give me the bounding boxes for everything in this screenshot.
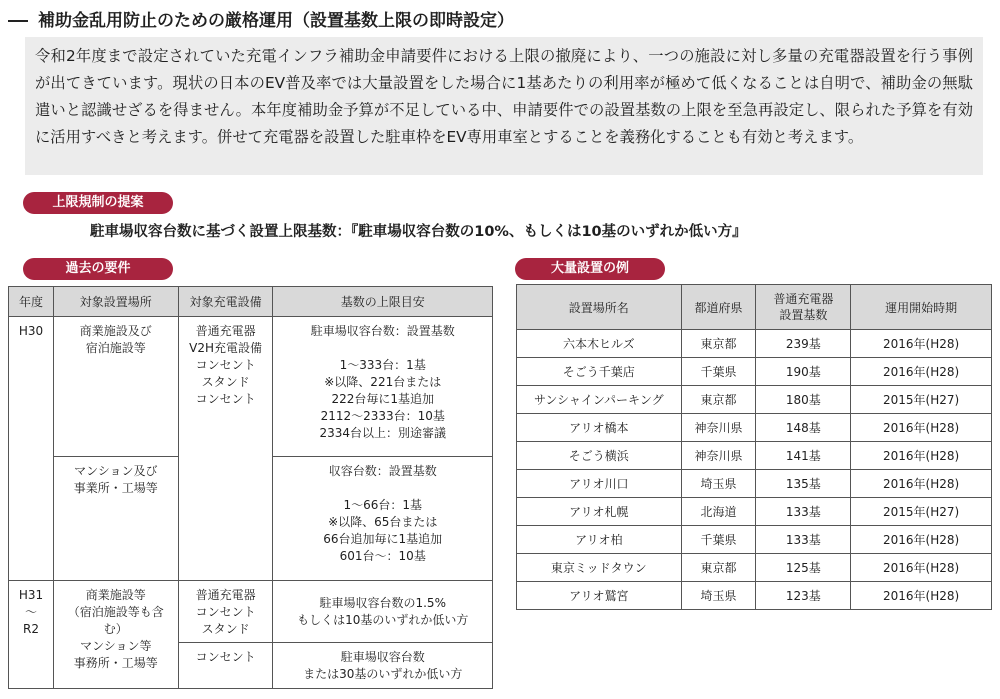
charger-count: 125基 [756, 554, 851, 582]
site-name: アリオ鷲宮 [517, 582, 682, 610]
start-date: 2016年(H28) [851, 470, 992, 498]
table-row [517, 386, 992, 414]
col-site-name: 設置場所名 [517, 285, 682, 330]
col-prefecture: 都道府県 [681, 285, 756, 330]
start-date: 2016年(H28) [851, 414, 992, 442]
prefecture: 神奈川県 [681, 414, 756, 442]
table-row [517, 554, 992, 582]
prefecture: 神奈川県 [681, 442, 756, 470]
col-start-date: 運用開始時期 [851, 285, 992, 330]
r2-equipment-1: 普通充電器 コンセント スタンド [178, 581, 273, 643]
prefecture: 東京都 [681, 330, 756, 358]
charger-count: 141基 [756, 442, 851, 470]
charger-count: 190基 [756, 358, 851, 386]
site-name: アリオ橋本 [517, 414, 682, 442]
start-date: 2016年(H28) [851, 554, 992, 582]
intro-paragraph: 令和2年度まで設定されていた充電インフラ補助金申請要件における上限の撤廃により、一つの施設に対し多量の充電器設置を行う事例が出てきています。現状の日本のEV普及率では大量設置をした場合に1基あたりの利用率が極めて低くなることは自明で、補助金の無駄遣いと認識せざるを得ません。本年度補助金予算が不足している中、申請要件での設置基数の上限を至急再設定し、限られた予算を有効に活用すべきと考えます。併せて充電器を設置した駐車枠をEV専用車室とすることを義務化することも有効と考えます。 [25, 37, 983, 175]
prefecture: 北海道 [681, 498, 756, 526]
year-h31-r2: H31 ～ R2 [9, 581, 54, 689]
site-name: アリオ川口 [517, 470, 682, 498]
h30-row-commercial [9, 317, 493, 457]
charger-count: 123基 [756, 582, 851, 610]
col-charger-count: 普通充電器 設置基数 [756, 285, 851, 330]
r2-place: 商業施設等 （宿泊施設等も含む） マンション等 事務所・工場等 [53, 581, 178, 689]
prefecture: 千葉県 [681, 526, 756, 554]
site-name: そごう千葉店 [517, 358, 682, 386]
heading-dash [8, 20, 28, 22]
start-date: 2015年(H27) [851, 498, 992, 526]
heading-text: 補助金乱用防止のための厳格運用（設置基数上限の即時設定） [38, 11, 514, 31]
r2-limit-2: 駐車場収容台数 または30基のいずれか低い方 [273, 643, 493, 689]
start-date: 2016年(H28) [851, 442, 992, 470]
table-row [517, 498, 992, 526]
prefecture: 埼玉県 [681, 470, 756, 498]
proposal-text: 駐車場収容台数に基づく設置上限基数：『駐車場収容台数の10%、もしくは10基のいずれか低い方』 [90, 224, 747, 240]
site-name: 東京ミッドタウン [517, 554, 682, 582]
past-requirements-label: 過去の要件 [23, 258, 173, 280]
start-date: 2015年(H27) [851, 386, 992, 414]
prefecture: 東京都 [681, 386, 756, 414]
prefecture: 千葉県 [681, 358, 756, 386]
charger-count: 133基 [756, 498, 851, 526]
col-limit: 基数の上限目安 [273, 287, 493, 317]
site-name: そごう横浜 [517, 442, 682, 470]
prefecture: 東京都 [681, 554, 756, 582]
proposal-label: 上限規制の提案 [23, 192, 173, 214]
past-requirements-table [8, 286, 493, 689]
r2-limit-1: 駐車場収容台数の1.5% もしくは10基のいずれか低い方 [273, 581, 493, 643]
col-place: 対象設置場所 [53, 287, 178, 317]
h30-equipment: 普通充電器 V2H充電設備 コンセント スタンド コンセント [178, 317, 273, 581]
year-h30: H30 [9, 317, 54, 581]
start-date: 2016年(H28) [851, 358, 992, 386]
site-name: サンシャインパーキング [517, 386, 682, 414]
site-name: アリオ柏 [517, 526, 682, 554]
charger-count: 135基 [756, 470, 851, 498]
charger-count: 133基 [756, 526, 851, 554]
col-equipment: 対象充電設備 [178, 287, 273, 317]
site-name: 六本木ヒルズ [517, 330, 682, 358]
charger-count: 148基 [756, 414, 851, 442]
examples-label: 大量設置の例 [515, 258, 665, 280]
examples-header-row [517, 285, 992, 330]
examples-table [516, 284, 992, 610]
past-header-row [9, 287, 493, 317]
r2-row-1 [9, 581, 493, 643]
table-row [517, 470, 992, 498]
h30-limit-commercial: 駐車場収容台数：設置基数 1～333台：1基 ※以降、221台または 222台毎に1基追加 2112～2333台：10基 2334台以上：別途審議 [273, 317, 493, 457]
table-row [517, 414, 992, 442]
h30-limit-residential: 収容台数：設置基数 1～66台：1基 ※以降、65台または 66台追加毎に1基追加 601台～：10基 [273, 457, 493, 581]
examples-body [517, 330, 992, 610]
charger-count: 239基 [756, 330, 851, 358]
h30-place-residential: マンション及び 事業所・工場等 [53, 457, 178, 581]
charger-count: 180基 [756, 386, 851, 414]
table-row [517, 330, 992, 358]
start-date: 2016年(H28) [851, 330, 992, 358]
table-row [517, 442, 992, 470]
h30-place-commercial: 商業施設及び 宿泊施設等 [53, 317, 178, 457]
start-date: 2016年(H28) [851, 526, 992, 554]
table-row [517, 526, 992, 554]
prefecture: 埼玉県 [681, 582, 756, 610]
r2-equipment-2: コンセント [178, 643, 273, 689]
site-name: アリオ札幌 [517, 498, 682, 526]
col-year: 年度 [9, 287, 54, 317]
table-row [517, 582, 992, 610]
section-heading [8, 6, 968, 31]
table-row [517, 358, 992, 386]
start-date: 2016年(H28) [851, 582, 992, 610]
